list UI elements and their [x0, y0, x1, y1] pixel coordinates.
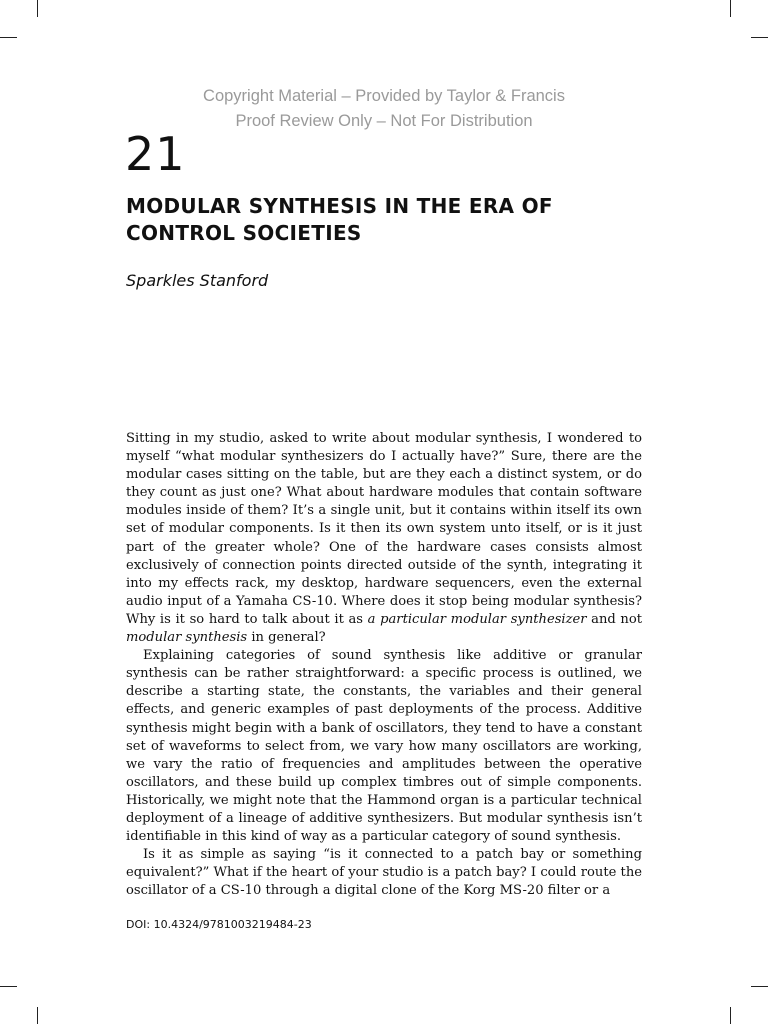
chapter-number: 21: [125, 127, 186, 181]
chapter-author: Sparkles Stanford: [126, 271, 269, 290]
crop-mark-bottom-right-vertical: [730, 1007, 731, 1024]
crop-mark-bottom-right-horizontal: [751, 986, 768, 987]
crop-mark-top-right-horizontal: [751, 37, 768, 38]
paragraph-1-text-a: Sitting in my studio, asked to write about modular synthesis, I wondered to myself “what modular synthesizers do I actually have?” Sure, there are the modular cases sitting on the table, but are they each a distinct system, or do they count as just one? What about hardware modules that contain software modules inside of them? It’s a single unit, but it contains within itself its own set of modular components. Is it then its own system unto itself, or is it just part of the greater whole? One of the hardware cases consists almost exclusively of connection points directed outside of the synth, integrating it into my effects rack, my desktop, hardware sequencers, even the external audio input of a Yamaha CS-10. Where does it stop being modular synthesis? Why is it so hard to talk about it as: [126, 431, 642, 627]
crop-mark-top-right-vertical: [730, 0, 731, 17]
crop-mark-top-left-vertical: [37, 0, 38, 17]
copyright-watermark: Copyright Material – Provided by Taylor & Francis: [203, 87, 565, 105]
paragraph-2: Explaining categories of sound synthesis like additive or granular synthesis can be rather straightforward: a specific process is outlined, we describe a starting state, the constants, the variables and their general effects, and generic examples of past deployments of the process. Additive synthesis might begin with a bank of oscillators, they tend to have a constant set of waveforms to select from, we vary how many oscillators are working, we vary the ratio of frequencies and amplitudes between the operative oscillators, and these build up complex timbres out of simple components. Historically, we might note that the Hammond organ is a particular technical deployment of a lineage of additive synthesizers. But modular synthesis isn’t identifiable in this kind of way as a particular category of sound synthesis.: [126, 648, 642, 845]
paragraph-1-emphasis-a: a particular modular synthesizer: [367, 611, 587, 627]
crop-mark-bottom-left-vertical: [37, 1007, 38, 1024]
chapter-title: MODULAR SYNTHESIS IN THE ERA OF CONTROL SOCIETIES: [126, 194, 553, 245]
crop-mark-bottom-left-horizontal: [0, 986, 17, 987]
proof-watermark: Proof Review Only – Not For Distribution: [235, 112, 533, 130]
paragraph-3: Is it as simple as saying “is it connected to a patch bay or something equivalent?” What if the heart of your studio is a patch bay? I could route the oscillator of a CS-10 through a digital clone of the Korg MS-20 filter or a: [126, 847, 642, 899]
doi-footer: DOI: 10.4324/9781003219484-23: [126, 918, 312, 931]
paragraph-1-text-b: and not: [586, 611, 643, 627]
body-text: [126, 430, 642, 900]
crop-mark-top-left-horizontal: [0, 37, 17, 38]
paragraph-1: [126, 430, 642, 647]
paragraph-1-emphasis-b: modular synthesis: [126, 630, 248, 646]
paragraph-1-text-c: in general?: [247, 630, 326, 646]
